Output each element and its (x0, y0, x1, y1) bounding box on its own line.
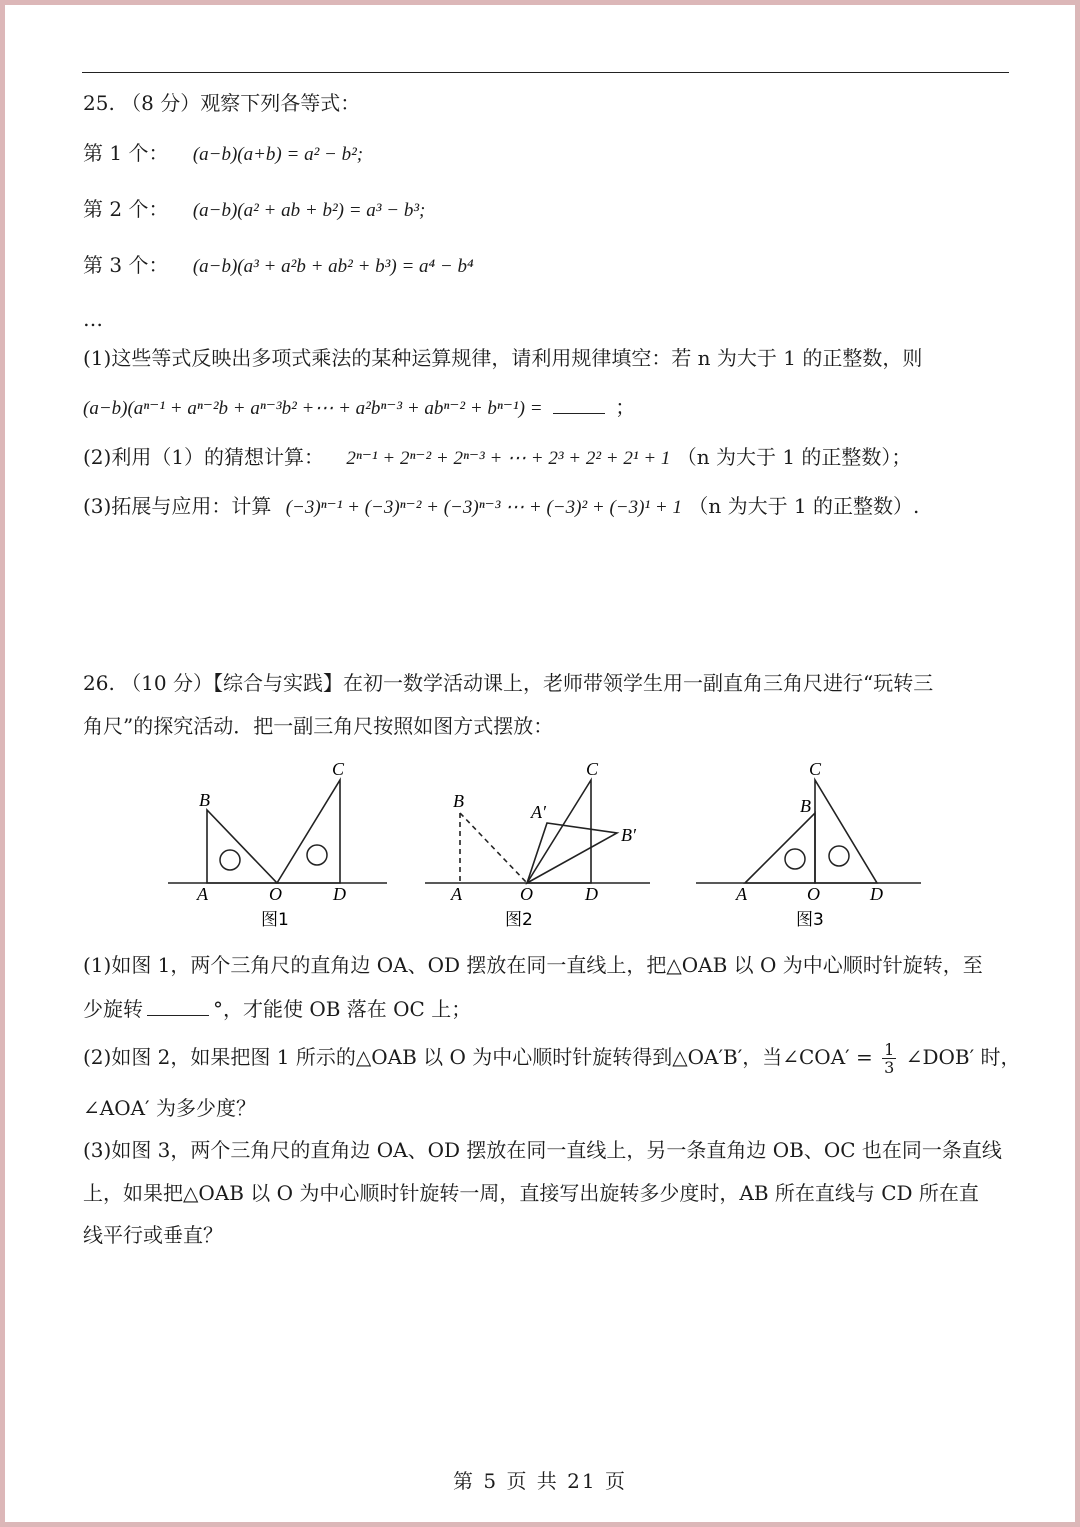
fig3-label-b: B (800, 796, 811, 816)
figure-3 (696, 759, 921, 930)
q26-p3-line3: 线平行或垂直？ (83, 1223, 223, 1247)
page-footer: 第 5 页 共 21 页 (453, 1469, 627, 1493)
q25-part3-tail: （n 为大于 1 的正整数）. (688, 494, 920, 518)
fig1-label-o: O (269, 884, 282, 904)
q25-part1-tail: ； (615, 395, 636, 419)
fig2-label-a: A (451, 884, 462, 904)
exam-page (5, 5, 1075, 1522)
q26-p1-line2a: 少旋转 (83, 997, 143, 1021)
fig3-hole-1 (785, 849, 805, 869)
fig1-triangle-ocd (277, 780, 340, 883)
fig1-label-d: D (333, 884, 346, 904)
q26-p1-line2 (83, 995, 471, 1023)
q25-part2-formula: 2ⁿ⁻¹ + 2ⁿ⁻² + 2ⁿ⁻³ + ⋯ + 2³ + 2² + 2¹ + 1 (346, 448, 671, 469)
fig2-dashed-bo (460, 813, 527, 883)
fig1-caption: 图1 (261, 910, 289, 930)
q25-row2 (83, 195, 425, 225)
q26-p3-line1: (3)如图 3，两个三角尺的直角边 OA、OD 摆放在同一直线上，另一条直角边 OB、OC 也在同一条直线 (83, 1138, 1002, 1162)
q26-p1-line2b: °，才能使 OB 落在 OC 上； (213, 997, 472, 1021)
fig1-hole-2 (307, 845, 327, 865)
fig3-label-o: O (807, 884, 820, 904)
q25-header: 25. （8 分）观察下列各等式： (83, 91, 361, 115)
fraction-numerator: 1 (884, 1040, 895, 1059)
q26-p3-line2: 上，如果把△OAB 以 O 为中心顺时针旋转一周，直接写出旋转多少度时，AB 所在直线与 CD 所在直 (83, 1181, 979, 1205)
figure-2 (425, 759, 650, 930)
q25-row3 (83, 251, 474, 281)
q26-p2-line2: ∠AOA′ 为多少度？ (83, 1096, 256, 1120)
answer-blank (147, 997, 209, 1016)
top-rule (82, 72, 1009, 73)
fig2-label-b-prime: B′ (621, 825, 636, 845)
q25-part1-formula: (a−b)(aⁿ⁻¹ + aⁿ⁻²b + aⁿ⁻³b² +⋯ + a²bⁿ⁻³ + abⁿ⁻² + bⁿ⁻¹) = (83, 398, 543, 419)
q25-row3-formula: (a−b)(a³ + a²b + ab² + b³) = a⁴ − b⁴ (192, 256, 474, 277)
fig2-label-b: B (453, 791, 464, 811)
fig1-label-a: A (197, 884, 208, 904)
fig2-triangle-oab-rotated (527, 823, 617, 883)
q25-ellipsis: … (83, 307, 103, 331)
fig2-caption: 图2 (505, 910, 533, 930)
fraction-one-third (882, 1041, 896, 1076)
q25-part3-label: (3)拓展与应用：计算 (83, 494, 272, 518)
q25-row1-label: 第 1 个： (83, 141, 169, 165)
q26-p2-line1a: (2)如图 2，如果把图 1 所示的△OAB 以 O 为中心顺时针旋转得到△OA′B′，当∠COA′ = (83, 1045, 873, 1069)
fig1-label-c: C (332, 759, 345, 779)
q25-row1-formula: (a−b)(a+b) = a² − b²; (192, 144, 364, 165)
fig3-label-d: D (870, 884, 883, 904)
q26-p2-line1b: ∠DOB′ 时， (905, 1045, 1021, 1069)
fig2-label-d: D (585, 884, 598, 904)
fig2-label-c: C (586, 759, 599, 779)
fraction-denominator: 3 (884, 1058, 895, 1077)
fig2-label-a-prime: A′ (531, 802, 546, 822)
q25-part3-formula: (−3)ⁿ⁻¹ + (−3)ⁿ⁻² + (−3)ⁿ⁻³ ⋯ + (−3)² + (−3)¹ + 1 (285, 497, 682, 518)
fig1-triangle-oab (207, 810, 277, 883)
fig3-label-a: A (736, 884, 747, 904)
q26-header-line2: 角尺”的探究活动．把一副三角尺按照如图方式摆放： (83, 714, 554, 738)
q25-part1-text: (1)这些等式反映出多项式乘法的某种运算规律，请利用规律填空：若 n 为大于 1 的正整数，则 (83, 346, 923, 370)
fig2-label-o: O (520, 884, 533, 904)
q26-p2-line1 (83, 1041, 1021, 1076)
fig1-label-b: B (199, 790, 210, 810)
fig1-hole-1 (220, 850, 240, 870)
q25-row2-label: 第 2 个： (83, 197, 169, 221)
q25-row3-label: 第 3 个： (83, 253, 169, 277)
fig3-label-c: C (809, 759, 822, 779)
answer-blank (553, 395, 605, 414)
q25-part2 (83, 443, 911, 473)
q26-header-line1: 26. （10 分）【综合与实践】在初一数学活动课上，老师带领学生用一副直角三角尺进行“玩转三 (83, 671, 934, 695)
figure-1 (168, 759, 387, 930)
q25-part3 (83, 492, 919, 522)
fig3-triangle-ocd (815, 780, 877, 883)
figures (155, 755, 935, 935)
q25-part2-label: (2)利用（1）的猜想计算： (83, 445, 325, 469)
q26-p1-line1: (1)如图 1，两个三角尺的直角边 OA、OD 摆放在同一直线上，把△OAB 以 O 为中心顺时针旋转，至 (83, 953, 983, 977)
fig3-triangle-oab (745, 813, 815, 883)
fig3-hole-2 (829, 846, 849, 866)
q25-part2-tail: （n 为大于 1 的正整数）； (676, 445, 912, 469)
q25-row1 (83, 139, 363, 169)
q25-part1-formula-line (83, 393, 635, 423)
q25-row2-formula: (a−b)(a² + ab + b²) = a³ − b³; (192, 200, 426, 221)
fig2-triangle-ocd (527, 780, 591, 883)
fig3-caption: 图3 (796, 910, 824, 930)
